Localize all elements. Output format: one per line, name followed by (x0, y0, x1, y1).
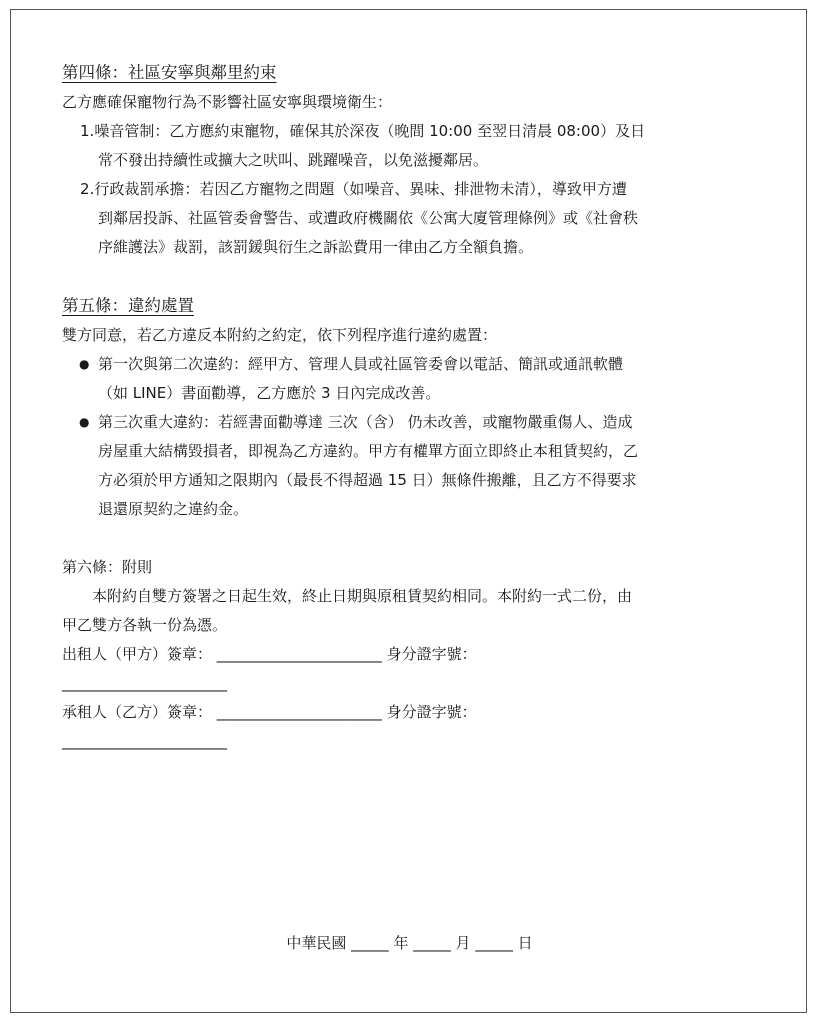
list-item-line (80, 175, 762, 204)
article-5-heading: 第五條：違約處置 (62, 296, 194, 315)
article-5-item-1 (62, 350, 762, 408)
spacer (62, 524, 762, 553)
article-4 (62, 58, 762, 262)
article-6-body-line: 甲乙雙方各執一份為憑。 (62, 616, 228, 634)
article-5-intro: 雙方同意，若乙方違反本附約之約定，依下列程序進行違約處置： (62, 326, 498, 344)
document-body (62, 58, 762, 756)
landlord-label: 出租人（甲方）簽章： (62, 645, 213, 663)
list-item-line: 退還原契約之違約金。 (98, 500, 249, 518)
day-blank: _____ (475, 934, 513, 952)
landlord-id-label: 身分證字號： (386, 645, 477, 663)
tenant-id-blank: ______________________ (62, 732, 227, 750)
list-item-line: （如 LINE）書面勸導，乙方應於 3 日內完成改善。 (98, 384, 441, 402)
article-4-intro: 乙方應確保寵物行為不影響社區安寧與環境衛生： (62, 93, 393, 111)
list-item-line: 方必須於甲方通知之限期內（最長不得超過 15 日）無條件搬離，且乙方不得要求 (98, 471, 637, 489)
date-line (0, 932, 819, 953)
date-era: 中華民國 (286, 934, 347, 952)
article-6-heading: 第六條：附則 (62, 558, 153, 576)
year-blank: _____ (351, 934, 389, 952)
landlord-signature-row (62, 640, 762, 669)
article-4-item-1 (62, 117, 762, 175)
article-6-body-line: 本附約自雙方簽署之日起生效，終止日期與原租賃契約相同。本附約一式二份，由 (92, 587, 633, 605)
article-6 (62, 553, 762, 756)
article-5-item-2 (62, 408, 762, 524)
spacer (62, 262, 762, 291)
bullet-icon: ● (79, 357, 90, 371)
list-item-line: 房屋重大結構毀損者，即視為乙方違約。甲方有權單方面立即終止本租賃契約，乙 (98, 442, 639, 460)
item-text: 噪音管制：乙方應約束寵物，確保其於深夜（晚間 10:00 至翌日清晨 08:00）及日 (94, 122, 646, 140)
tenant-signature-row (62, 698, 762, 727)
item-number: 1. (80, 122, 95, 140)
landlord-id-blank: ______________________ (62, 674, 227, 692)
tenant-id-label: 身分證字號： (386, 703, 477, 721)
list-item-line: 第三次重大違約：若經書面勸導達 三次（含） 仍未改善，或寵物嚴重傷人、造成 (98, 413, 633, 431)
article-4-item-2 (62, 175, 762, 262)
bullet-icon: ● (79, 415, 90, 429)
tenant-signature-blank: ______________________ (216, 703, 382, 721)
list-item-line: 序維護法》裁罰，該罰鍰與衍生之訴訟費用一律由乙方全額負擔。 (98, 238, 534, 256)
article-5 (62, 291, 762, 524)
article-4-heading: 第四條：社區安寧與鄰里約束 (62, 63, 277, 82)
list-item-line: 第一次與第二次違約：經甲方、管理人員或社區管委會以電話、簡訊或通訊軟體 (98, 355, 624, 373)
list-item-line: 到鄰居投訴、社區管委會警告、或遭政府機關依《公寓大廈管理條例》或《社會秩 (98, 209, 639, 227)
item-number: 2. (80, 180, 95, 198)
item-text: 行政裁罰承擔：若因乙方寵物之問題（如噪音、異味、排泄物未清），導致甲方遭 (94, 180, 627, 198)
month-blank: _____ (413, 934, 451, 952)
year-label: 年 (393, 934, 409, 952)
day-label: 日 (517, 934, 533, 952)
month-label: 月 (455, 934, 471, 952)
list-item-line: 常不發出持續性或擴大之吠叫、跳躍噪音，以免滋擾鄰居。 (98, 151, 489, 169)
landlord-signature-blank: ______________________ (216, 645, 382, 663)
tenant-label: 承租人（乙方）簽章： (62, 703, 213, 721)
list-item-line (80, 117, 762, 146)
